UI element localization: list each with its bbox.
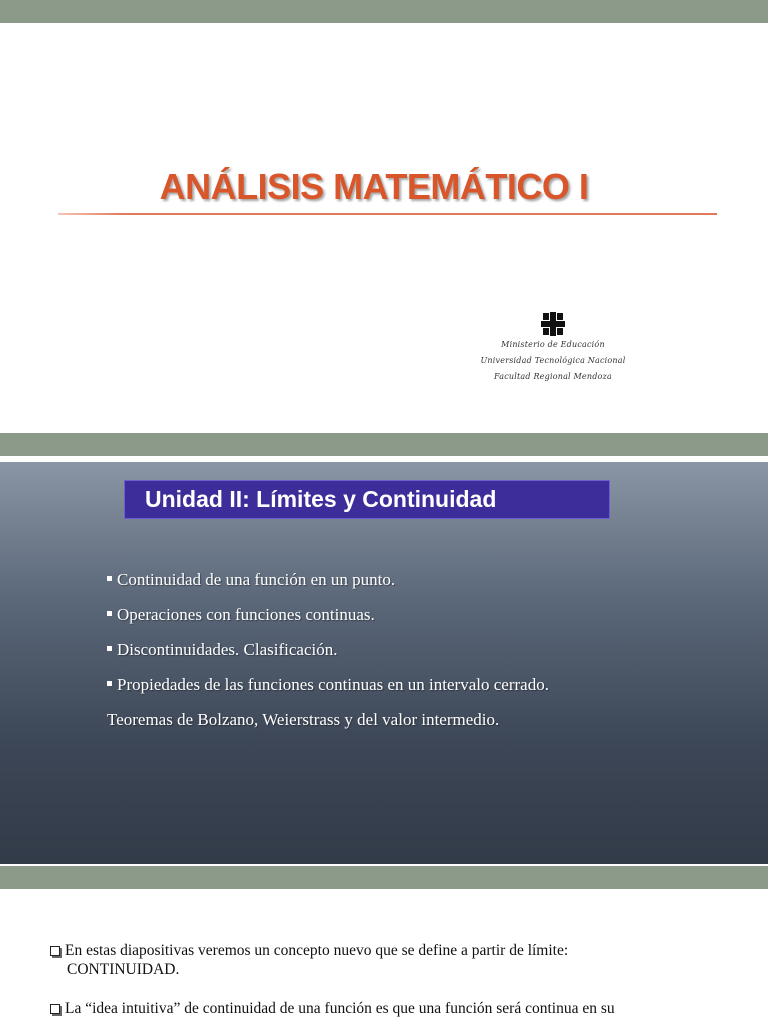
topic-list (107, 570, 549, 730)
list-item: Operaciones con funciones continuas. (107, 605, 549, 640)
paragraph-continuation: CONTINUIDAD. (67, 961, 180, 978)
slide-unit-contents (0, 462, 768, 864)
intro-paragraph: En estas diapositivas veremos un concepto nuevo que se define a partir de límite: CONTINUIDAD. (50, 941, 730, 979)
checkbox-bullet-icon (50, 1004, 60, 1014)
bullet-square-icon (107, 681, 112, 686)
slide-separator-middle (0, 433, 768, 456)
list-item: Continuidad de una función en un punto. (107, 570, 549, 605)
bullet-square-icon (107, 611, 112, 616)
slide-separator-top (0, 0, 768, 23)
unit-title: Unidad II: Límites y Continuidad (145, 486, 497, 512)
slide-continuity-intro (0, 889, 768, 1024)
bullet-square-icon (107, 576, 112, 581)
bullet-square-icon (107, 646, 112, 651)
logo-line-ministry: Ministerio de Educación (501, 340, 605, 349)
utn-logo-icon (540, 311, 566, 337)
university-logo (478, 311, 628, 381)
list-item-continuation: Teoremas de Bolzano, Weierstrass y del valor intermedio. (107, 710, 500, 729)
checkbox-bullet-icon (50, 946, 60, 956)
unit-title-box (124, 480, 610, 519)
list-item: Propiedades de las funciones continuas en un intervalo cerrado. (107, 675, 549, 710)
logo-line-faculty: Facultad Regional Mendoza (494, 372, 612, 381)
list-item: Discontinuidades. Clasificación. (107, 640, 549, 675)
course-title: ANÁLISIS MATEMÁTICO I (159, 166, 589, 207)
intuitive-idea-paragraph: La “idea intuitiva” de continuidad de una función es que una función será continua en su (50, 999, 730, 1018)
logo-line-university: Universidad Tecnológica Nacional (480, 356, 626, 365)
slide-separator-bottom (0, 866, 768, 889)
slide-title (0, 23, 768, 433)
title-underline (58, 213, 717, 215)
